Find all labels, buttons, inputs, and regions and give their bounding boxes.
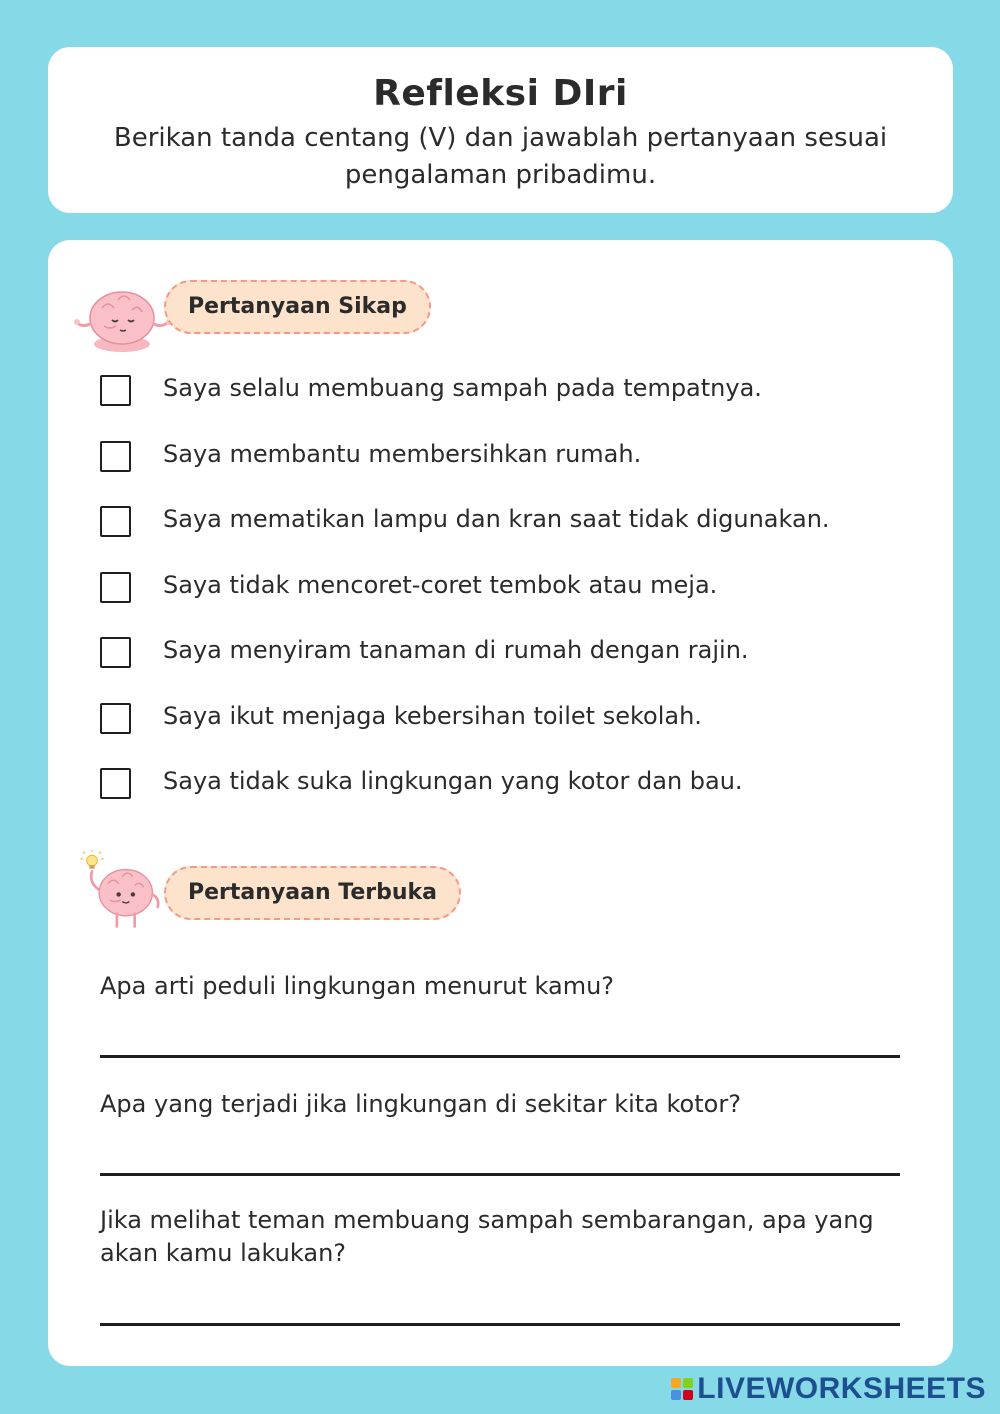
- checklist-item: [100, 439, 930, 505]
- attitude-section-title: Pertanyaan Sikap: [164, 280, 431, 334]
- checkbox[interactable]: [100, 768, 131, 799]
- liveworksheets-logo-icon: [671, 1378, 693, 1400]
- thinking-brain-icon: [74, 850, 174, 930]
- answer-input[interactable]: [100, 1173, 900, 1176]
- checklist-item: [100, 701, 930, 767]
- checklist-item-label: Saya mematikan lampu dan kran saat tidak digunakan.: [163, 505, 830, 533]
- checkbox[interactable]: [100, 375, 131, 406]
- attitude-checklist: [100, 373, 930, 832]
- checkbox[interactable]: [100, 703, 131, 734]
- checkbox[interactable]: [100, 637, 131, 668]
- checkbox[interactable]: [100, 572, 131, 603]
- checklist-item-label: Saya membantu membersihkan rumah.: [163, 439, 642, 468]
- checklist-item: [100, 504, 930, 570]
- checklist-item-label: Saya selalu membuang sampah pada tempatnya.: [163, 374, 762, 402]
- checklist-item-label: Saya tidak mencoret-coret tembok atau meja.: [163, 570, 718, 599]
- page-instructions: Berikan tanda centang (V) dan jawablah pertanyaan sesuai pengalaman pribadimu.: [113, 123, 888, 190]
- checklist-item: [100, 635, 930, 701]
- watermark-text: LIVEWORKSHEETS: [697, 1372, 986, 1405]
- worksheet-card: [48, 240, 953, 1366]
- meditating-brain-icon: [74, 278, 174, 358]
- answer-input[interactable]: [100, 1055, 900, 1058]
- checklist-item-label: Saya tidak suka lingkungan yang kotor dan bau.: [163, 767, 743, 795]
- checklist-item: [100, 570, 930, 636]
- page-title: Refleksi DIri: [373, 73, 628, 114]
- answer-input[interactable]: [100, 1323, 900, 1326]
- open-question: Apa yang terjadi jika lingkungan di sekitar kita kotor?: [100, 1090, 741, 1118]
- liveworksheets-watermark: [671, 1372, 986, 1406]
- checklist-item-label: Saya menyiram tanaman di rumah dengan rajin.: [163, 636, 749, 664]
- checklist-item: [100, 766, 930, 832]
- header-card: [48, 47, 953, 213]
- checklist-item: [100, 373, 930, 439]
- open-question: Apa arti peduli lingkungan menurut kamu?: [100, 972, 615, 1000]
- checkbox[interactable]: [100, 506, 131, 537]
- open-question: Jika melihat teman membuang sampah sembarangan, apa yang akan kamu lakukan?: [100, 1206, 874, 1267]
- checkbox[interactable]: [100, 441, 131, 472]
- checklist-item-label: Saya ikut menjaga kebersihan toilet sekolah.: [163, 701, 702, 730]
- open-section-title: Pertanyaan Terbuka: [164, 866, 461, 920]
